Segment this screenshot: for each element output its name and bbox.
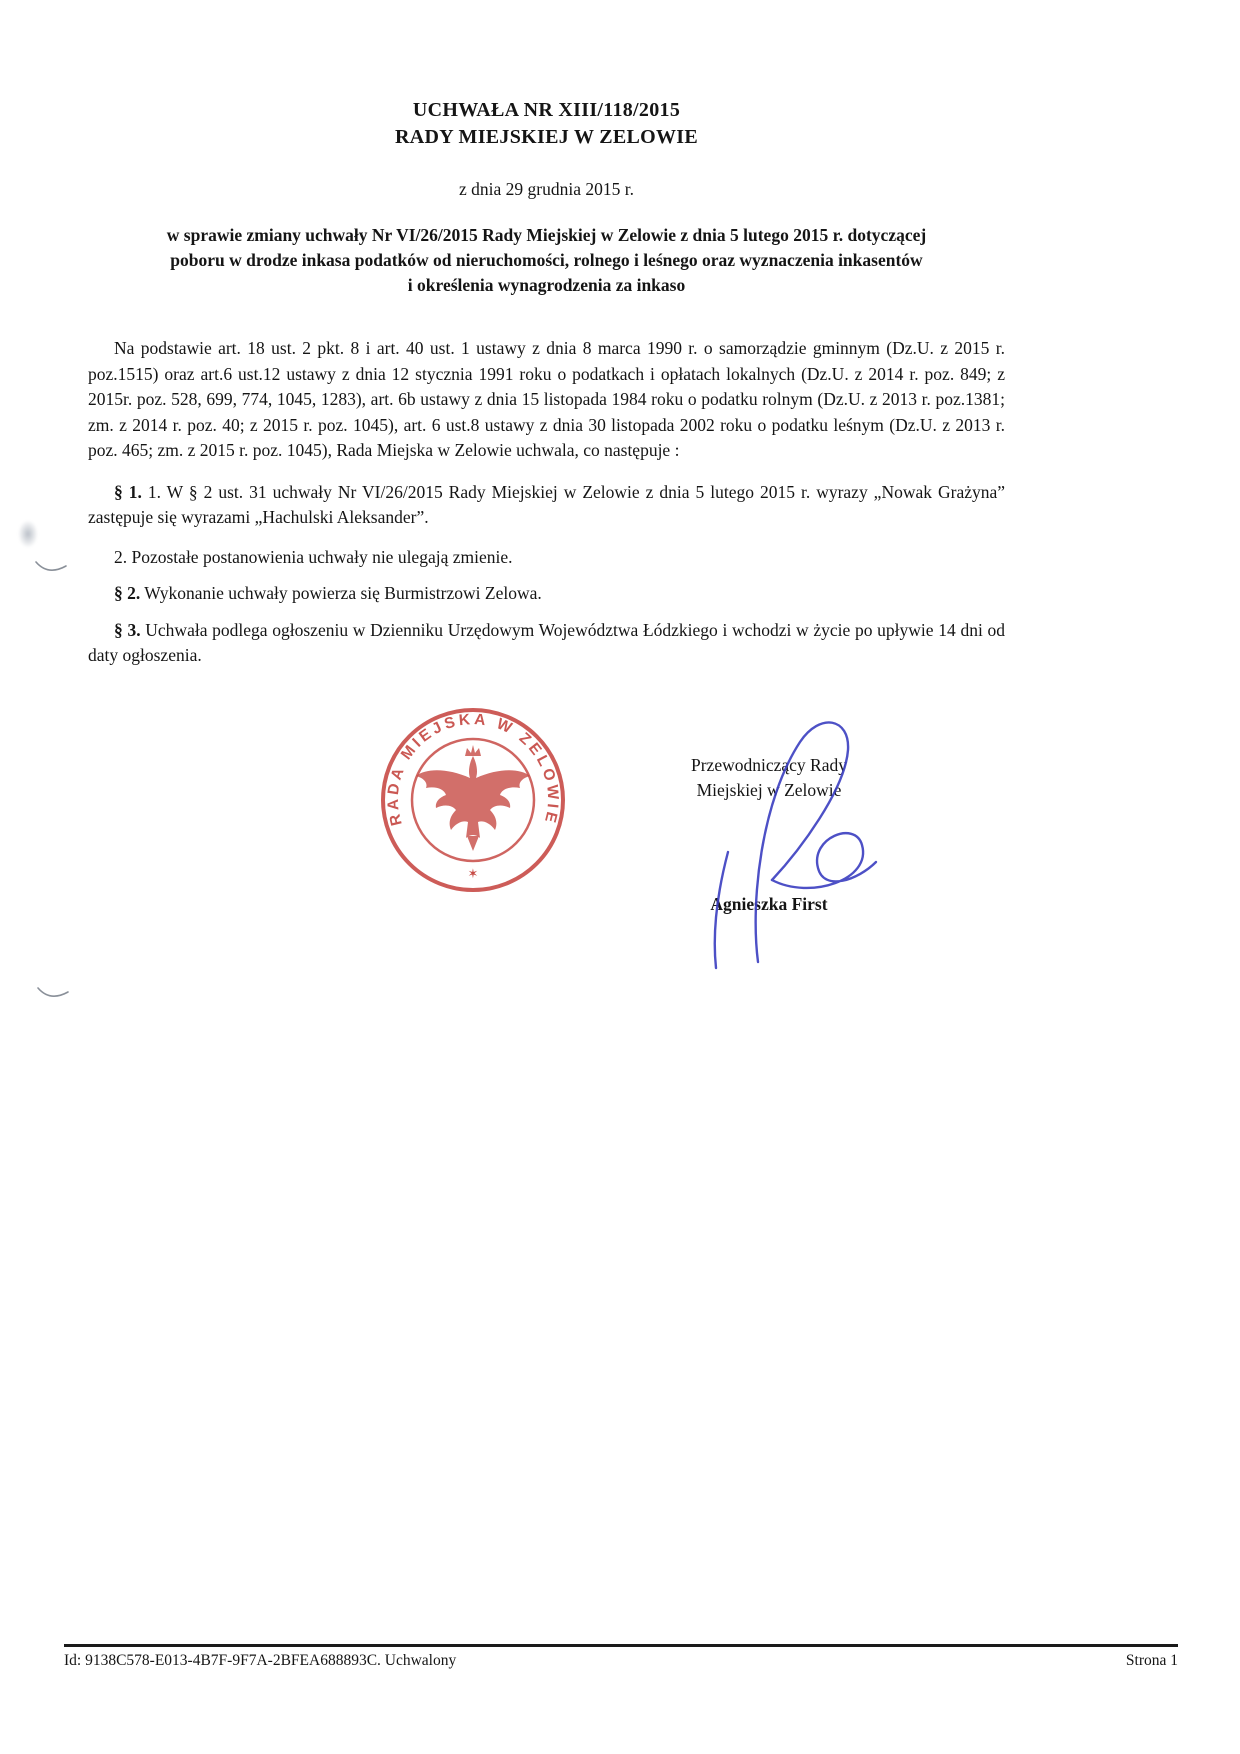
paragraph-item-2: 2. Pozostałe postanowienia uchwały nie ulegają zmienie.: [114, 546, 513, 567]
title-line-1: UCHWAŁA NR XIII/118/2015: [412, 99, 681, 121]
scan-smudge-artifact: [18, 520, 38, 548]
page-footer: [64, 1644, 1178, 1670]
paragraph-section-2: [88, 581, 1005, 607]
section-2-text: Wykonanie uchwały powierza się Burmistrzowi Zelowa.: [140, 583, 542, 603]
signature-name: Agnieszka First: [710, 894, 828, 914]
official-round-stamp: [377, 704, 569, 896]
document-subject: [88, 223, 1005, 298]
legal-basis-paragraph: Na podstawie art. 18 ust. 2 pkt. 8 i art. 40 ust. 1 ustawy z dnia 8 marca 1990 r. o samorządzie gminnym (Dz.U. z 2015 r. poz.1515) oraz art.6 ust.12 ustawy z dnia 12 stycznia 1991 roku o podatkach i opłatach lokalnych (Dz.U. z 2014 r. poz. 849; z 2015r. poz. 528, 699, 774, 1045, 1283), art. 6b ustawy z dnia 15 listopada 1984 roku o podatku rolnym (Dz.U. z 2013 r. poz.1381; zm. z 2014 r. poz. 40; z 2015 r. poz. 1045), art. 6 ust.8 ustawy z dnia 30 listopada 2002 roku o podatku leśnym (Dz.U. z 2013 r. poz. 465; zm. z 2015 r. poz. 1045), Rada Miejska w Zelowie uchwala, co następuje :: [88, 338, 1005, 460]
document-title: [88, 97, 1005, 151]
section-2-lead: § 2.: [114, 583, 141, 603]
section-3-text: Uchwała podlega ogłoszeniu w Dzienniku Urzędowym Województwa Łódzkiego i wchodzi w życie po upływie 14 dni od daty ogłoszenia.: [88, 619, 1005, 665]
subject-line-3: i określenia wynagrodzenia za inkaso: [407, 275, 686, 295]
scan-curl-artifact-top: [34, 558, 70, 578]
scan-curl-artifact-bottom: [36, 984, 72, 1004]
section-1-text: 1. W § 2 ust. 31 uchwały Nr VI/26/2015 Rady Miejskiej w Zelowie z dnia 5 lutego 2015 r. wyrazy „Nowak Grażyna” zastępuje się wyrazami „Hachulski Aleksander”.: [88, 481, 1006, 527]
subject-line-1: w sprawie zmiany uchwały Nr VI/26/2015 Rady Miejskiej w Zelowie z dnia 5 lutego 2015 r. dotyczącej: [166, 225, 927, 245]
paragraph-section-3: [88, 618, 1005, 669]
title-line-2: RADY MIEJSKIEJ W ZELOWIE: [394, 126, 698, 148]
stamp-ring-text: RADA MIEJSKA W ZELOWIE: [384, 711, 562, 828]
section-3-lead: § 3.: [114, 619, 141, 640]
subject-line-2: poboru w drodze inkasa podatków od nieruchomości, rolnego i leśnego oraz wyznaczenia inkasentów: [170, 250, 923, 270]
signature-role-block: [643, 753, 895, 803]
footer-document-id: Id: 9138C578-E013-4B7F-9F7A-2BFEA688893C. Uchwalony: [64, 1652, 457, 1669]
stamp-seal-icon: [377, 704, 569, 896]
footer-page-number: Strona 1: [1125, 1652, 1178, 1669]
polish-eagle-icon: [416, 745, 530, 851]
signature-role-line-2: Miejskiej w Zelowie: [696, 780, 842, 800]
signature-role-line-1: Przewodniczący Rady: [691, 755, 847, 775]
document-date: z dnia 29 grudnia 2015 r.: [459, 179, 634, 199]
stamp-bottom-star: ✶: [467, 866, 479, 881]
paragraph-section-1: [88, 480, 1005, 531]
document-text-column: [88, 0, 1005, 669]
section-1-lead: § 1.: [114, 481, 142, 502]
